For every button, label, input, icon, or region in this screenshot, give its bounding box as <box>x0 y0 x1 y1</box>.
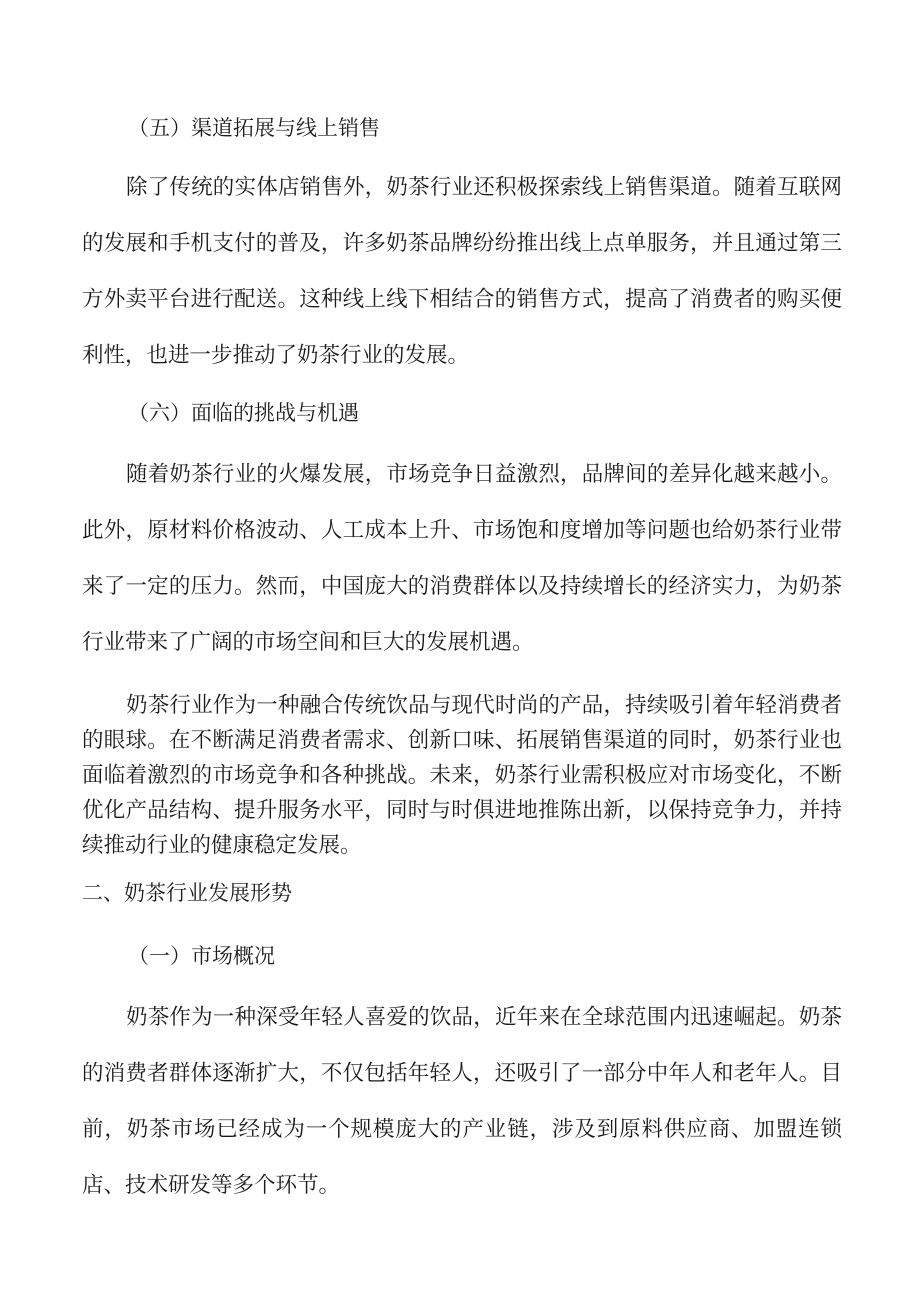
subheading-channel-expansion: （五）渠道拓展与线上销售 <box>128 116 380 140</box>
paragraph-industry-summary: 奶茶行业作为一种融合传统饮品与现代时尚的产品，持续吸引着年轻消费者的眼球。在不断满足消费者需求、创新口味、拓展销售渠道的同时，奶茶行业也面临着激烈的市场竞争和各种挑战。未来，奶茶行业需积极应对市场变化，不断优化产品结构、提升服务水平，同时与时俱进地推陈出新，以保持竞争力，并持续推动行业的健康稳定发展。 <box>82 693 842 858</box>
heading-development-trend: 二、奶茶行业发展形势 <box>82 881 292 905</box>
subheading-market-overview: （一）市场概况 <box>128 944 275 968</box>
subheading-challenges-opportunities: （六）面临的挑战与机遇 <box>128 401 359 425</box>
paragraph-market-overview: 奶茶作为一种深受年轻人喜爱的饮品，近年来在全球范围内迅速崛起。奶茶的消费者群体逐渐扩大，不仅包括年轻人，还吸引了一部分中年人和老年人。目前，奶茶市场已经成为一个规模庞大的产业链，涉及到原料供应商、加盟连锁店、技术研发等多个环节。 <box>82 1005 842 1198</box>
paragraph-market-competition: 随着奶茶行业的火爆发展，市场竞争日益激烈，品牌间的差异化越来越小。此外，原材料价格波动、人工成本上升、市场饱和度增加等问题也给奶茶行业带来了一定的压力。然而，中国庞大的消费群体以及持续增长的经济实力，为奶茶行业带来了广阔的市场空间和巨大的发展机遇。 <box>82 462 842 655</box>
paragraph-online-sales: 除了传统的实体店销售外，奶茶行业还积极探索线上销售渠道。随着互联网的发展和手机支付的普及，许多奶茶品牌纷纷推出线上点单服务，并且通过第三方外卖平台进行配送。这种线上线下相结合的销售方式，提高了消费者的购买便利性，也进一步推动了奶茶行业的发展。 <box>82 175 842 368</box>
